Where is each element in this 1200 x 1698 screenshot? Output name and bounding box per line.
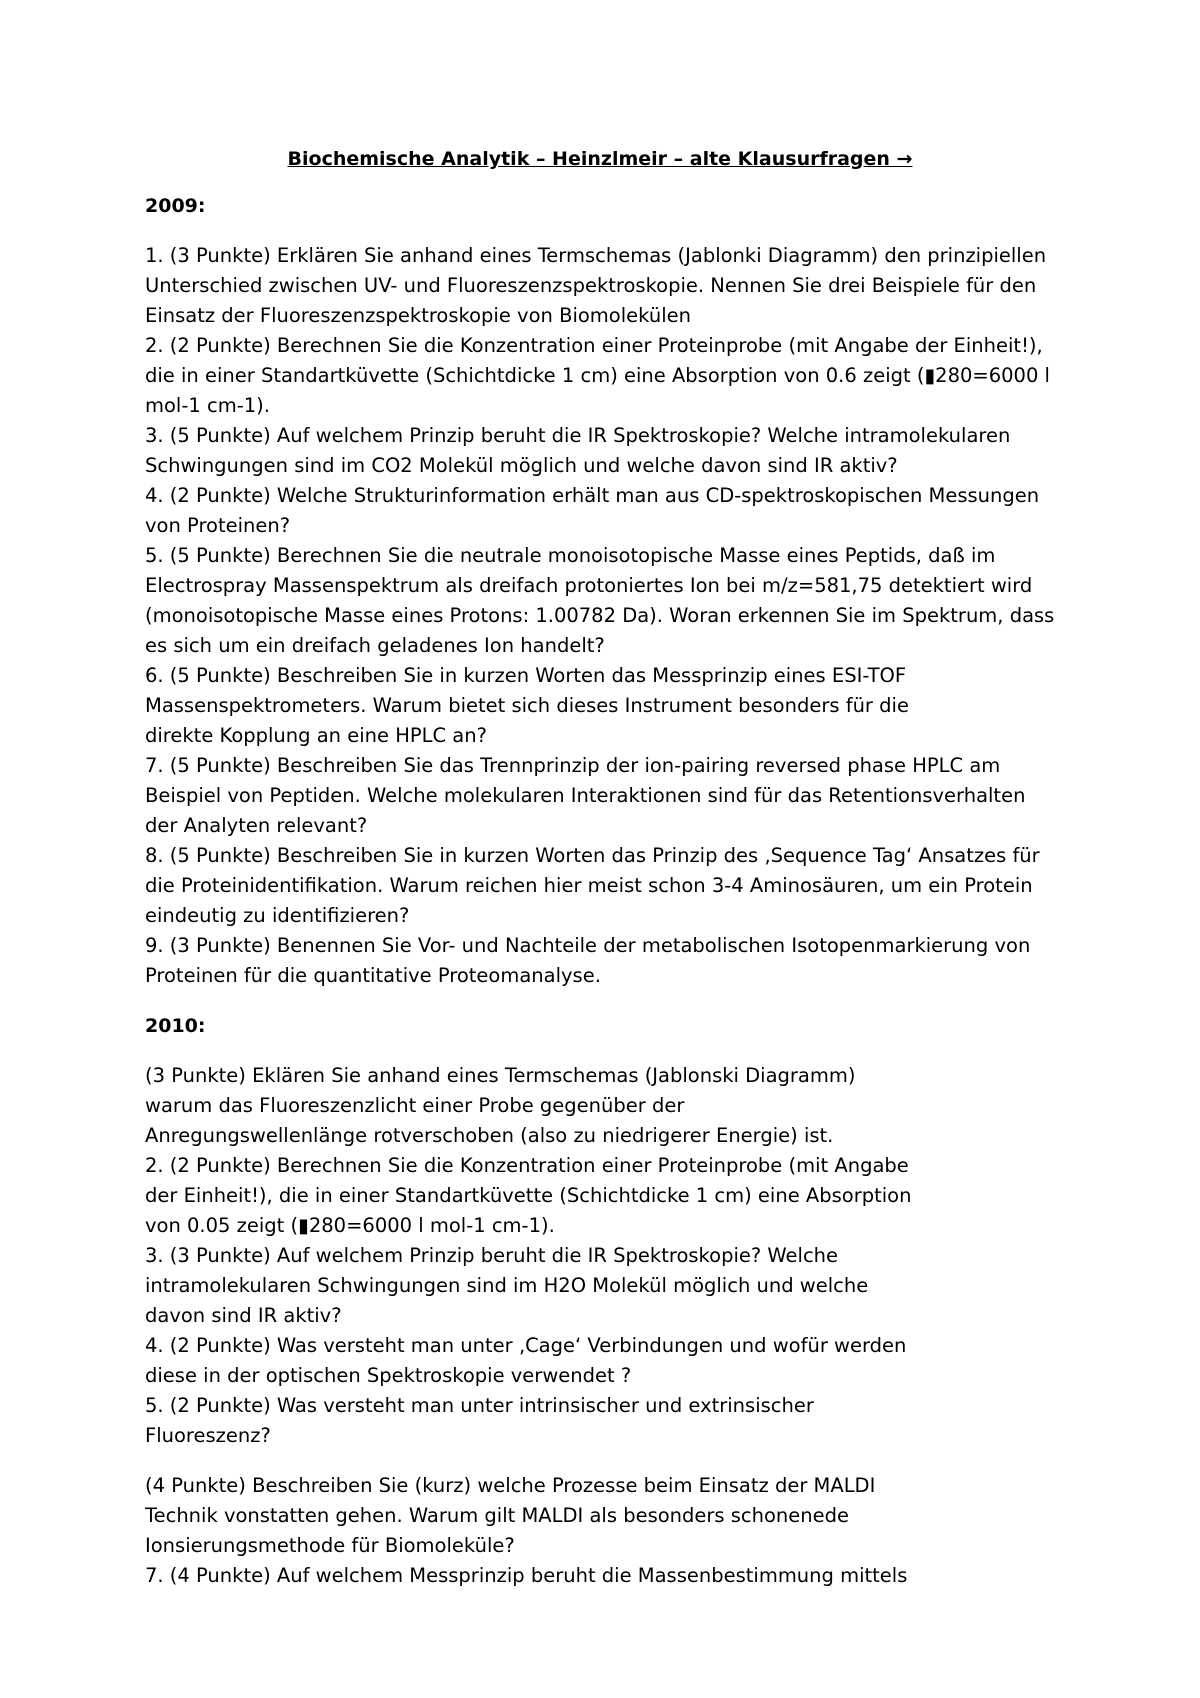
section-heading-2009: 2009: [145,195,206,217]
text-line: davon sind IR aktiv? [145,1304,342,1327]
section-heading-2010: 2010: [145,1015,206,1037]
text-line: 7. (4 Punkte) Auf welchem Messprinzip beruht die Massenbestimmung mittels [145,1564,908,1587]
text-line: Fluoreszenz? [145,1424,271,1447]
text-line: die in einer Standartküvette (Schichtdicke 1 cm) eine Absorption von 0.6 zeigt (▮280=6000 l [145,364,1050,387]
text-line: von Proteinen? [145,514,291,537]
text-line: Proteinen für die quantitative Proteomanalyse. [145,964,601,987]
text-line: (4 Punkte) Beschreiben Sie (kurz) welche Prozesse beim Einsatz der MALDI [145,1474,876,1497]
text-line: eindeutig zu identifizieren? [145,904,410,927]
text-line: 7. (5 Punkte) Beschreiben Sie das Trennprinzip der ion-pairing reversed phase HPLC am [145,754,1001,777]
text-line: diese in der optischen Spektroskopie verwendet ? [145,1364,632,1387]
text-line: Electrospray Massenspektrum als dreifach protoniertes Ion bei m/z=581,75 detektiert wird [145,574,1033,597]
text-line: direkte Kopplung an eine HPLC an? [145,724,487,747]
text-line: Einsatz der Fluoreszenzspektroskopie von Biomolekülen [145,304,691,327]
text-line: 1. (3 Punkte) Erklären Sie anhand eines Termschemas (Jablonki Diagramm) den prinzipiellen [145,244,1047,267]
text-line: 5. (5 Punkte) Berechnen Sie die neutrale monoisotopische Masse eines Peptids, daß im [145,544,996,567]
text-line: Ionsierungsmethode für Biomoleküle? [145,1534,515,1557]
text-line: die Proteinidentifikation. Warum reichen hier meist schon 3-4 Aminosäuren, um ein Protein [145,874,1033,897]
text-line: 3. (3 Punkte) Auf welchem Prinzip beruht die IR Spektroskopie? Welche [145,1244,839,1267]
text-line: 8. (5 Punkte) Beschreiben Sie in kurzen Worten das Prinzip des ‚Sequence Tag‘ Ansatzes für [145,844,1040,867]
text-line: 2. (2 Punkte) Berechnen Sie die Konzentration einer Proteinprobe (mit Angabe der Einheit!), [145,334,1043,357]
text-line: warum das Fluoreszenzlicht einer Probe gegenüber der [145,1094,685,1117]
text-line: 2. (2 Punkte) Berechnen Sie die Konzentration einer Proteinprobe (mit Angabe [145,1154,909,1177]
text-line: Anregungswellenlänge rotverschoben (also zu niedrigerer Energie) ist. [145,1124,834,1147]
text-line: (3 Punkte) Eklären Sie anhand eines Termschemas (Jablonski Diagramm) [145,1064,856,1087]
text-line: es sich um ein dreifach geladenes Ion handelt? [145,634,605,657]
text-line: mol-1 cm-1). [145,394,270,417]
text-line: 9. (3 Punkte) Benennen Sie Vor- und Nachteile der metabolischen Isotopenmarkierung von [145,934,1031,957]
text-line: der Einheit!), die in einer Standartküvette (Schichtdicke 1 cm) eine Absorption [145,1184,912,1207]
text-line: intramolekularen Schwingungen sind im H2O Molekül möglich und welche [145,1274,869,1297]
text-line: Beispiel von Peptiden. Welche molekularen Interaktionen sind für das Retentionsverhalten [145,784,1026,807]
text-line: 5. (2 Punkte) Was versteht man unter intrinsischer und extrinsischer [145,1394,814,1417]
text-line: Unterschied zwischen UV- und Fluoreszenzspektroskopie. Nennen Sie drei Beispiele für den [145,274,1037,297]
text-line: von 0.05 zeigt (▮280=6000 l mol-1 cm-1). [145,1214,555,1237]
text-line: 4. (2 Punkte) Welche Strukturinformation erhält man aus CD-spektroskopischen Messungen [145,484,1040,507]
document-title: Biochemische Analytik – Heinzlmeir – alte Klausurfragen → [287,148,913,170]
text-line: 3. (5 Punkte) Auf welchem Prinzip beruht die IR Spektroskopie? Welche intramolekularen [145,424,1011,447]
text-line: Massenspektrometers. Warum bietet sich dieses Instrument besonders für die [145,694,909,717]
text-line: Schwingungen sind im CO2 Molekül möglich und welche davon sind IR aktiv? [145,454,898,477]
text-line: der Analyten relevant? [145,814,368,837]
text-line: 4. (2 Punkte) Was versteht man unter ‚Cage‘ Verbindungen und wofür werden [145,1334,907,1357]
text-line: Technik vonstatten gehen. Warum gilt MALDI als besonders schonenede [145,1504,850,1527]
text-line: (monoisotopische Masse eines Protons: 1.00782 Da). Woran erkennen Sie im Spektrum, dass [145,604,1055,627]
text-line: 6. (5 Punkte) Beschreiben Sie in kurzen Worten das Messprinzip eines ESI-TOF [145,664,907,687]
